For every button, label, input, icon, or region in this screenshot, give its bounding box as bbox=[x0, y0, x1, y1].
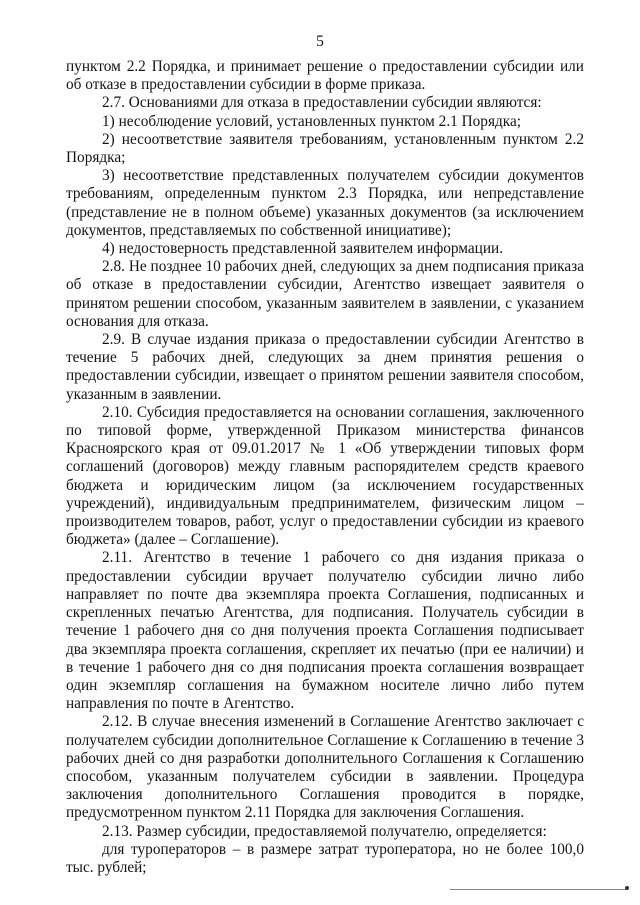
paragraph-2-8: 2.8. Не позднее 10 рабочих дней, следующих за днем подписания приказа об отказе в предоставлении субсидии, Агентство извещает заявителя о принятом решении способом, указанным заявителем в заявлении, с указанием основания для отказа. bbox=[66, 258, 584, 330]
paragraph-2-10: 2.10. Субсидия предоставляется на основании соглашения, заключенного по типовой форме, утвержденной Приказом министерства финансов Красноярского края от 09.01.2017 № 1 «Об утверждении типовых форм соглашений (договоров) между главным распорядителем средств краевого бюджета и юридическим лицом (за исключением государственных учреждений), индивидуальным предпринимателем, физическим лицом – производителем товаров, работ, услуг о предоставлении субсидии из краевого бюджета» (далее – Соглашение). bbox=[66, 403, 584, 549]
footer-divider bbox=[450, 889, 628, 890]
paragraph-tour-operators: для туроператоров – в размере затрат туроператора, но не более 100,0 тыс. рублей; bbox=[66, 840, 584, 876]
paragraph-2-12: 2.12. В случае внесения изменений в Соглашение Агентство заключает с получателем субсидии дополнительное Соглашение к Соглашению в течение 3 рабочих дней со дня разработки дополнительного Соглашения к Соглашению способом, указанным получателем субсидии в заявлении. Процедура заключения дополнительного Соглашения проводится в порядке, предусмотренном пунктом 2.11 Порядка для заключения Соглашения. bbox=[66, 713, 584, 822]
document-body bbox=[66, 58, 584, 877]
scan-mark bbox=[625, 886, 629, 890]
paragraph-2-11: 2.11. Агентство в течение 1 рабочего со дня издания приказа о предоставлении субсидии вручает получателю субсидии лично либо направляет по почте два экземпляра проекта Соглашения, подписанных и скрепленных печатью Агентства, для подписания. Получатель субсидии в течение 1 рабочего дня со дня получения проекта Соглашения подписывает два экземпляра проекта соглашения, скрепляет их печатью (при ее наличии) и в течение 1 рабочего дня со дня подписания проекта соглашения возвращает один экземпляр соглашения на бумажном носителе лично либо путем направления по почте в Агентство. bbox=[66, 549, 584, 713]
paragraph-2-7: 2.7. Основаниями для отказа в предоставлении субсидии являются: bbox=[102, 94, 542, 112]
paragraph-2-13: 2.13. Размер субсидии, предоставляемой получателю, определяется: bbox=[102, 822, 547, 840]
list-item: 2) несоответствие заявителя требованиям, установленным пунктом 2.2 Порядка; bbox=[66, 130, 584, 167]
list-item: 1) несоблюдение условий, установленных пунктом 2.1 Порядка; bbox=[102, 112, 522, 130]
paragraph-2-9: 2.9. В случае издания приказа о предоставлении субсидии Агентство в течение 5 рабочих дней, следующих за днем принятия решения о предоставлении субсидии, извещает о принятом решении заявителя способом, указанным в заявлении. bbox=[66, 331, 584, 403]
list-item: 3) несоответствие представленных получателем субсидии документов требованиям, определенным пунктом 2.3 Порядка, или непредставление (представление не в полном объеме) указанных документов (за исключением документов, представляемых по собственной инициативе); bbox=[66, 167, 584, 239]
list-item: 4) недостоверность представленной заявителем информации. bbox=[102, 240, 504, 258]
page-number: 5 bbox=[316, 33, 324, 50]
paragraph: пунктом 2.2 Порядка, и принимает решение о предоставлении субсидии или об отказе в предоставлении субсидии в форме приказа. bbox=[66, 58, 584, 94]
